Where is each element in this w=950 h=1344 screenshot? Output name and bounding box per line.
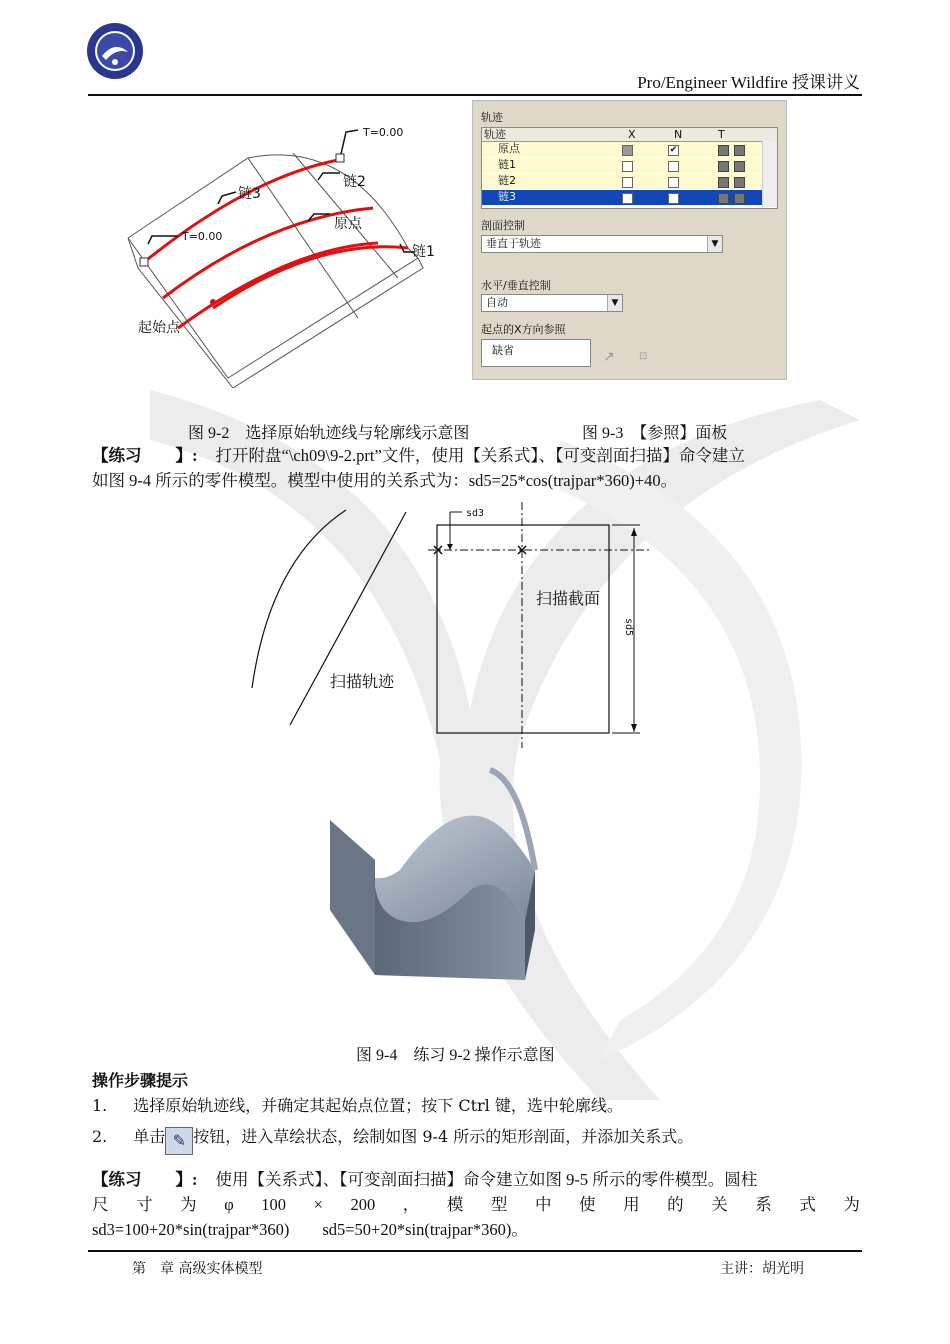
chevron-down-icon[interactable]: ▼ xyxy=(607,295,622,311)
chevron-down-icon[interactable]: ▼ xyxy=(707,236,722,252)
table-row[interactable] xyxy=(482,158,762,173)
row-name: 链3 xyxy=(498,190,516,203)
school-seal-icon xyxy=(86,22,144,80)
justified-word: 寸 xyxy=(136,1195,153,1214)
hv-control-select[interactable] xyxy=(481,294,623,312)
caption-fig-9-4: 图 9-4 练习 9-2 操作示意图 xyxy=(356,1047,555,1064)
label-chain3: 链3 xyxy=(238,186,261,202)
t-square-icon[interactable] xyxy=(718,177,729,188)
label-t-top: T=0.00 xyxy=(363,126,404,139)
label-chain1: 链1 xyxy=(412,244,435,260)
n-checkbox[interactable]: ✔ xyxy=(669,145,678,155)
t-square-icon[interactable] xyxy=(734,177,745,188)
x-checkbox[interactable] xyxy=(622,193,633,204)
justified-word: 模 xyxy=(446,1195,464,1214)
header-rule xyxy=(88,94,862,96)
x-checkbox[interactable] xyxy=(622,161,633,172)
section-control-select[interactable] xyxy=(481,235,723,253)
justified-word: 为 xyxy=(843,1195,860,1214)
table-row[interactable] xyxy=(482,142,762,157)
n-checkbox[interactable] xyxy=(668,193,679,204)
exercise-2-line-2 xyxy=(92,1192,860,1217)
t-square-icon[interactable] xyxy=(734,193,745,204)
x-ref-field[interactable] xyxy=(481,339,591,367)
sweep-model-render xyxy=(320,760,580,990)
label-sweep-trajectory: 扫描轨迹 xyxy=(330,672,395,691)
col-trajectory: 轨迹 xyxy=(484,128,506,141)
x-checkbox[interactable] xyxy=(622,145,633,156)
justified-word: 关 xyxy=(711,1195,728,1214)
flip-icon[interactable]: ⊡ xyxy=(639,351,648,362)
section-control-value: 垂直于轨迹 xyxy=(486,237,541,250)
justified-word: φ xyxy=(224,1195,234,1214)
hv-control-label: 水平/垂直控制 xyxy=(481,279,551,292)
t-square-icon[interactable] xyxy=(718,193,729,204)
sketch-edit-icon[interactable]: ✎ xyxy=(165,1127,193,1155)
table-scrollbar[interactable] xyxy=(762,141,777,207)
justified-word: 式 xyxy=(799,1195,816,1214)
dim-sd3: sd3 xyxy=(466,508,485,519)
justified-word: 的 xyxy=(667,1195,684,1214)
table-header xyxy=(482,128,777,142)
caption-fig-9-2: 图 9-2 选择原始轨迹线与轮廓线示意图 xyxy=(188,425,470,442)
t-square-icon[interactable] xyxy=(734,145,745,156)
label-t-left: T=0.00 xyxy=(182,230,223,243)
step-text-a: 单击 xyxy=(133,1127,166,1146)
justified-word: 200 xyxy=(350,1195,376,1214)
justified-word: × xyxy=(313,1195,323,1214)
justified-word: 100 xyxy=(261,1195,287,1214)
x-checkbox[interactable] xyxy=(622,177,633,188)
caption-fig-9-3: 图 9-3 【参照】面板 xyxy=(582,425,728,442)
header-title: Pro/Engineer Wildfire 授课讲义 xyxy=(637,73,860,92)
footer-chapter: 第 章 高级实体模型 xyxy=(132,1261,263,1277)
exercise-1-line-1 xyxy=(92,443,860,468)
footer-lecturer: 主讲：胡光明 xyxy=(720,1261,804,1277)
step-number: 1. xyxy=(92,1096,108,1115)
justified-word: 使 xyxy=(579,1195,596,1214)
justified-word: 型 xyxy=(490,1195,508,1214)
label-start-point: 起始点 xyxy=(138,320,180,336)
justified-word: 中 xyxy=(534,1195,552,1214)
label-chain2: 链2 xyxy=(343,174,366,190)
justified-word: 尺 xyxy=(92,1195,109,1214)
figure-9-2-diagram xyxy=(118,118,448,388)
col-x: X xyxy=(628,128,636,141)
col-t: T xyxy=(718,128,725,141)
exercise-2-line-3: sd3=100+20*sin(trajpar*360) sd5=50+20*sin(trajpar*360)。 xyxy=(92,1220,528,1239)
panel-title: 轨迹 xyxy=(481,111,503,124)
trajectory-table[interactable] xyxy=(481,127,778,209)
steps-heading: 操作步骤提示 xyxy=(92,1071,189,1090)
step-1 xyxy=(92,1093,623,1116)
row-name: 原点 xyxy=(498,142,520,155)
x-ref-label: 起点的X方向参照 xyxy=(481,323,566,336)
table-row[interactable] xyxy=(482,174,762,189)
t-square-icon[interactable] xyxy=(734,161,745,172)
col-n: N xyxy=(674,128,683,141)
exercise-tag-open: 【练习 xyxy=(92,446,142,465)
justified-word: 用 xyxy=(623,1195,640,1214)
step-text: 选择原始轨迹线，并确定其起始点位置；按下 Ctrl 键，选中轮廓线。 xyxy=(133,1096,623,1115)
exercise-tag-open: 【练习 xyxy=(92,1170,142,1189)
justified-word: 系 xyxy=(755,1195,772,1214)
footer-rule xyxy=(88,1250,862,1252)
step-text-b: 按钮，进入草绘状态，绘制如图 9-4 所示的矩形剖面，并添加关系式。 xyxy=(193,1127,694,1146)
t-square-icon[interactable] xyxy=(718,161,729,172)
exercise-text: 使用【关系式】、【可变剖面扫描】命令建立如图 9-5 所示的零件模型。圆柱 xyxy=(215,1170,758,1189)
exercise-tag-close: 】: xyxy=(175,446,198,465)
n-checkbox[interactable] xyxy=(668,177,679,188)
label-sweep-section: 扫描截面 xyxy=(536,589,601,608)
justified-word: ， xyxy=(402,1195,420,1214)
row-name: 链2 xyxy=(498,174,516,187)
reference-panel xyxy=(472,100,787,380)
t-square-icon[interactable] xyxy=(718,145,729,156)
table-row-selected[interactable] xyxy=(482,190,762,205)
label-origin: 原点 xyxy=(334,216,362,232)
arrow-pointer-icon[interactable]: ↗ xyxy=(603,349,615,365)
n-checkbox[interactable] xyxy=(668,161,679,172)
hv-control-value: 自动 xyxy=(486,296,508,309)
step-number: 2. xyxy=(92,1127,108,1146)
section-control-label: 剖面控制 xyxy=(481,219,525,232)
exercise-tag-close: 】: xyxy=(175,1170,198,1189)
justified-word: 为 xyxy=(180,1195,197,1214)
x-ref-value: 缺省 xyxy=(492,344,514,357)
step-2 xyxy=(92,1124,693,1155)
exercise-text: 打开附盘“\ch09\9-2.prt”文件，使用【关系式】、【可变剖面扫描】命令建立 xyxy=(215,446,745,465)
figure-9-4-sketch xyxy=(240,500,670,750)
dim-sd5: sd5 xyxy=(623,618,634,637)
exercise-2-line-1 xyxy=(92,1167,860,1192)
row-name: 链1 xyxy=(498,158,516,171)
exercise-1-line-2: 如图 9-4 所示的零件模型。模型中使用的关系式为：sd5=25*cos(trajpar*360)+40。 xyxy=(92,471,678,490)
